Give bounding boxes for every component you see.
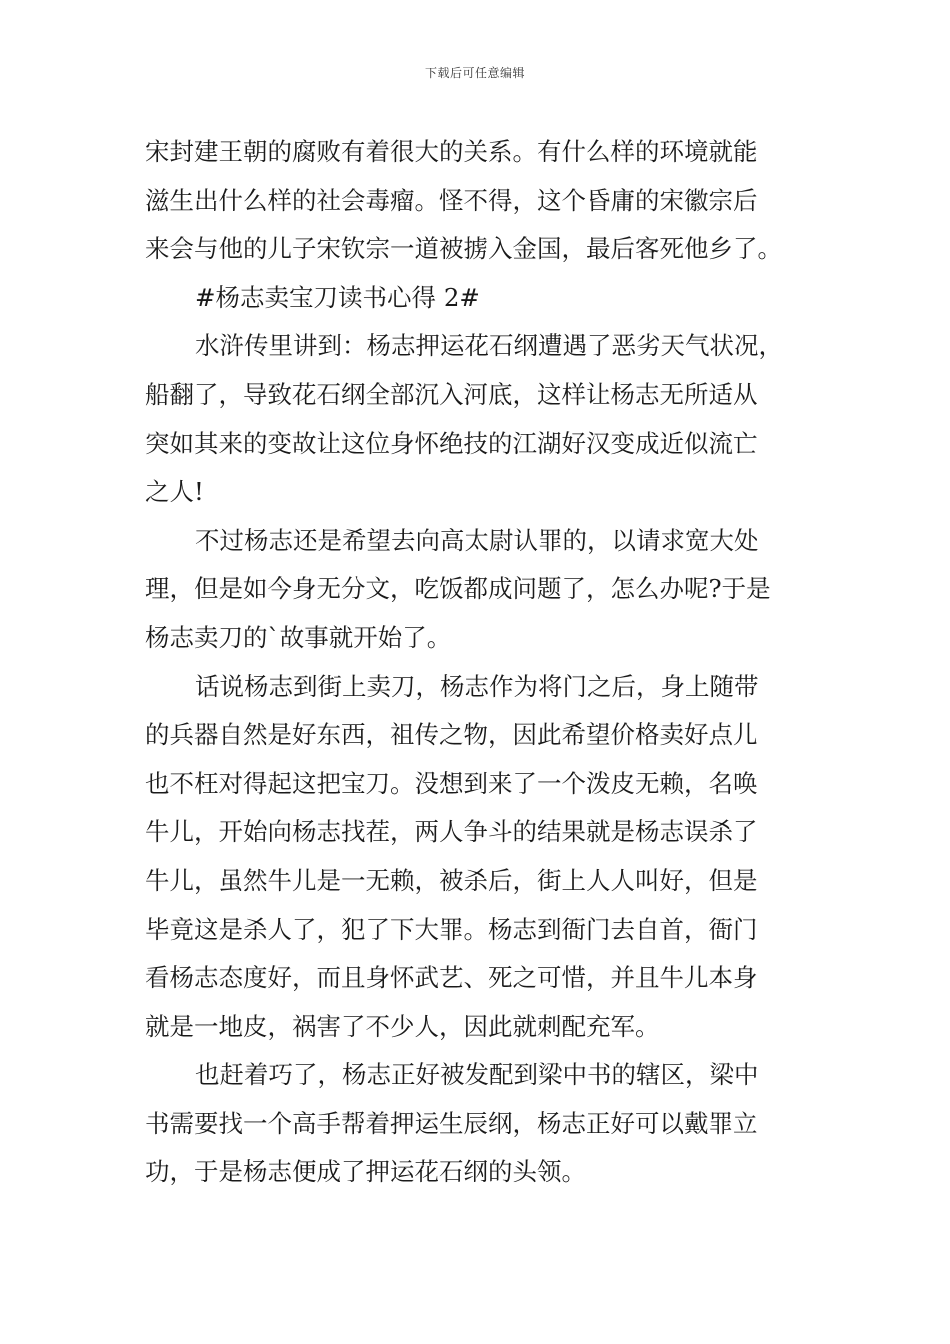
paragraph-first-line: #杨志卖宝刀读书心得 2#: [195, 282, 480, 312]
paragraph-line: 毕竟这是杀人了，犯了下大罪。杨志到衙门去自首，衙门: [145, 914, 758, 944]
paragraph-first-line: 不过杨志还是希望去向高太尉认罪的，以请求宽大处: [195, 525, 759, 555]
paragraph-line: 牛儿，开始向杨志找茬，两人争斗的结果就是杨志误杀了: [145, 817, 758, 847]
paragraph-line: 滋生出什么样的社会毒瘤。怪不得，这个昏庸的宋徽宗后: [145, 185, 758, 215]
paragraph-line: 来会与他的儿子宋钦宗一道被掳入金国，最后客死他乡了。: [145, 234, 782, 264]
paragraph-first-line: 水浒传里讲到：杨志押运花石纲遭遇了恶劣天气状况，: [195, 331, 783, 361]
page-header: 下载后可任意编辑: [424, 66, 525, 80]
paragraph-first-line: 也赶着巧了，杨志正好被发配到梁中书的辖区，梁中: [195, 1060, 759, 1090]
paragraph-line: 宋封建王朝的腐败有着很大的关系。有什么样的环境就能: [145, 137, 758, 166]
paragraph-line: 也不枉对得起这把宝刀。没想到来了一个泼皮无赖，名唤: [145, 768, 758, 798]
paragraph-line: 理，但是如今身无分文，吃饭都成问题了，怎么办呢?于是: [145, 574, 771, 604]
paragraph-line: 牛儿，虽然牛儿是一无赖，被杀后，街上人人叫好，但是: [145, 865, 758, 895]
paragraph-line: 突如其来的变故让这位身怀绝技的江湖好汉变成近似流亡: [145, 428, 758, 458]
paragraph-line: 功，于是杨志便成了押运花石纲的头领。: [145, 1157, 586, 1187]
paragraph-first-line: 话说杨志到街上卖刀，杨志作为将门之后，身上随带: [195, 671, 759, 701]
paragraph-line: 船翻了，导致花石纲全部沉入河底，这样让杨志无所适从: [145, 379, 758, 409]
paragraph-line: 看杨志态度好，而且身怀武艺、死之可惜，并且牛儿本身: [145, 963, 758, 993]
paragraph-line: 的兵器自然是好东西，祖传之物，因此希望价格卖好点儿: [145, 720, 758, 750]
document-body: [145, 128, 815, 1197]
paragraph-line: 就是一地皮，祸害了不少人，因此就刺配充军。: [145, 1011, 660, 1041]
paragraph-line: 之人!: [145, 477, 204, 507]
paragraph-line: 书需要找一个高手帮着押运生辰纲，杨志正好可以戴罪立: [145, 1108, 758, 1138]
paragraph-line: 杨志卖刀的`故事就开始了。: [145, 622, 452, 652]
